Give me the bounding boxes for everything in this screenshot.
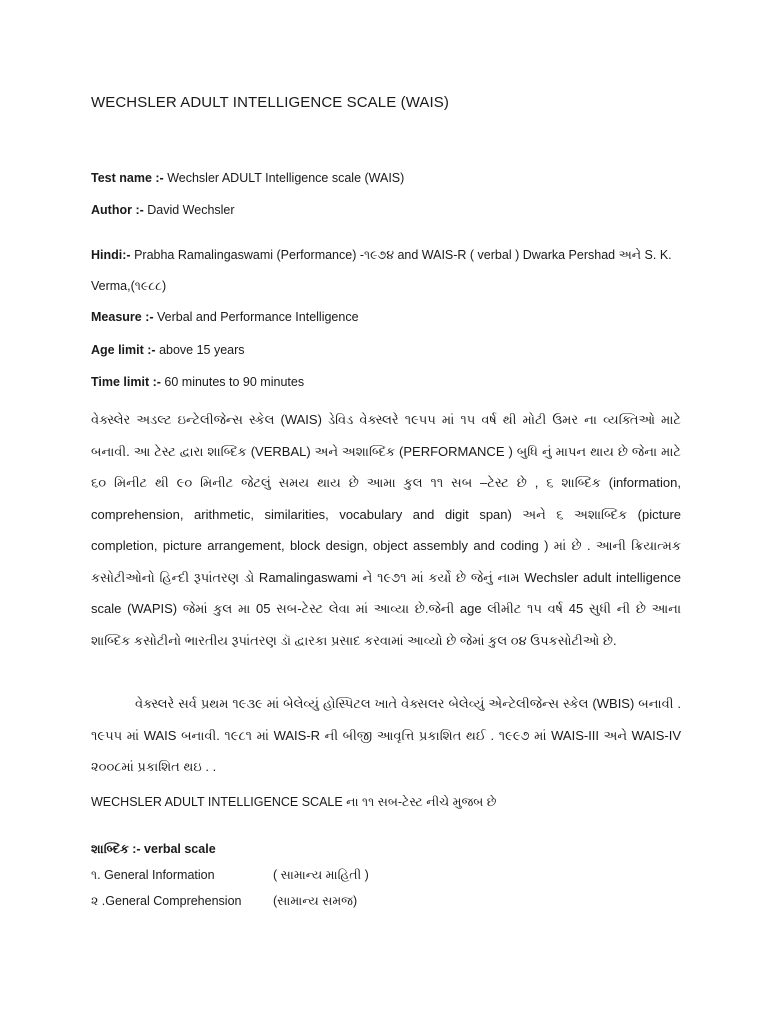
field-value: Prabha Ramalingaswami (Performance) -૧૯૭૪ and WAIS-R ( verbal ) Dwarka Pershad અને S. K. Verma,(૧૯૮૮) (91, 248, 672, 293)
field-age-limit (91, 343, 245, 357)
field-value: David Wechsler (147, 203, 235, 217)
field-hindi (91, 240, 681, 302)
paragraph-wais-description: વેક્સ્લેર અડલ્ટ ઇન્ટેલીજેન્સ સ્કેલ (WAIS) ડેવિડ વેક્સ્લરે ૧૯૫૫ માં ૧૫ વર્ષ થી મોટી ઉમર ના વ્યક્તિઓ માટે બનાવી. આ ટેસ્ટ દ્વારા શાબ્દિક (VERBAL) અને અશાબ્દિક (PERFORMANCE ) બુધિ નું માપન થાય છે જેના માટે ૬૦ મિનીટ થી ૯૦ મિનીટ જેટલું સમય થાય છે આમા કુલ ૧૧ સબ –ટેસ્ટ છે , ૬ શાબ્દિક (information, comprehension, arithmetic, similarities, vocabulary and digit span) અને ૬ અશાબ્દિક (picture completion, picture arrangement, block design, object assembly and coding ) માં છે . આની ક્રિયાત્મક કસોટીઓનો હિન્દી રૂપાંતરણ ડો Ramalingaswami ને ૧૯૭૧ માં કર્યો છે જેનું નામ Wechsler adult intelligence scale (WAPIS) જેમાં કુલ મા 05 સબ-ટેસ્ટ લેવા માં આવ્યા છે.જેની age લીમીટ ૧૫ વર્ષ 45 સુધી ની છે આના શાબ્દિક કસોટીનો ભારતીય રૂપાંતરણ ડૉ દ્વારકા પ્રસાદ કરવામાં આવ્યો છે જેમાં કુલ ૦૪ ઉપકસોટીઓ છે. (91, 412, 681, 648)
field-test-name (91, 171, 404, 185)
field-label: Author (91, 203, 132, 217)
field-author (91, 203, 235, 217)
list-item-english: ૨ .General Comprehension (91, 894, 242, 908)
document-title: WECHSLER ADULT INTELLIGENCE SCALE (WAIS) (91, 94, 449, 111)
subtest-heading: WECHSLER ADULT INTELLIGENCE SCALE ના ૧૧ સબ-ટેસ્ટ નીચે મુજબ છે (91, 795, 497, 809)
list-item-gujarati: ( સામાન્ય માહિતી ) (273, 868, 369, 882)
field-separator: :- (151, 171, 168, 185)
field-measure (91, 310, 359, 324)
list-item-gujarati: (સામાન્ય સમજ) (273, 894, 358, 908)
list-item (91, 868, 369, 883)
field-label: Hindi (91, 248, 123, 262)
field-label: Measure (91, 310, 142, 324)
field-separator: :- (141, 310, 158, 324)
field-value: 60 minutes to 90 minutes (164, 375, 305, 389)
list-item (91, 894, 357, 909)
field-separator: :- (149, 375, 165, 389)
field-label: Age limit (91, 343, 144, 357)
field-label: Time limit (91, 375, 150, 389)
field-separator: :- (143, 343, 160, 357)
field-value: Verbal and Performance Intelligence (157, 310, 359, 324)
field-value: Wechsler ADULT Intelligence scale (WAIS) (167, 171, 405, 185)
paragraph-wais-history: વેક્સ્લરે સર્વ પ્રથમ ૧૯૩૯ માં બેલેવ્યું હોસ્પિટલ ખાતે વેક્સલર બેલેવ્યું એન્ટેલીજેન્સ સ્કેલ (WBIS) બનાવી . ૧૯૫૫ માં WAIS બનાવી. ૧૯૮૧ માં WAIS-R ની બીજી આવૃત્તિ પ્રકાશિત થઈ . ૧૯૯૭ માં WAIS-III અને WAIS-IV ૨૦૦૮માં પ્રકાશિત થઇ . . (91, 696, 681, 774)
field-value: above 15 years (159, 343, 245, 357)
list-item-english: ૧. General Information (91, 868, 215, 882)
field-separator: :- (131, 203, 148, 217)
field-time-limit (91, 375, 304, 389)
field-separator: :- (122, 248, 135, 262)
field-label: Test name (91, 171, 152, 185)
verbal-scale-heading: શાબ્દિક :- verbal scale (91, 842, 216, 856)
